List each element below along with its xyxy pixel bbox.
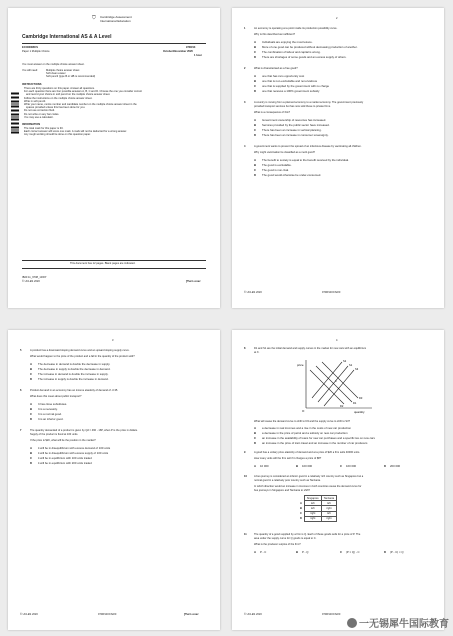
page-number: 4 [336,339,338,342]
table-header: Tanzania [321,496,336,501]
option-letter: B [254,45,257,49]
question-number: 4 [244,145,246,148]
option-letter: D [254,133,257,137]
option-letter: A [254,426,257,430]
curve-label-s2: S2 [343,360,347,363]
question-number: 5 [20,349,22,352]
question-text: The quantity demanded of a product is given by Qd = 460 - 16P, when P is the price in dollars. [30,429,138,432]
question-number: 1 [244,27,246,30]
question-text: Product demand in an economy has an income elasticity of demand of -0.35. [30,389,119,392]
table-cell: left [321,501,336,506]
option-text: one that receives a 100% government subsidy [262,89,320,93]
option-letter: B [254,123,257,127]
option-text: it will be in equilibrium with 100 units traded [38,456,92,460]
question-text: A country is moving from a planned economy to a market economy. The government previously [254,101,364,104]
barcode [11,92,19,134]
instruction-item: You may use a calculator. [24,115,54,119]
supply-curve-s1 [318,366,348,402]
option-text: The increase in demand is double the increase in supply. [38,372,109,376]
question-text: How many units will the firm sell if it charges a price of $8? [254,457,322,460]
question-number: 11 [244,533,247,536]
option-letter: B [30,451,33,455]
option-text: one that has zero opportunity cost [262,74,305,78]
option-letter: C [254,128,257,132]
question-number: 3 [244,101,246,104]
option-letter: A [254,74,257,78]
option-text: an increase in the price of train travel and an increase in the number of car producers [262,441,368,445]
duration: 1 hour [194,54,202,57]
footer-code: IB20 11_9708_13/FP [22,276,47,279]
question-text: If the price is $20, what will be the position in the market? [30,439,96,442]
option-text: There has been an increase in consumer sovereignty. [262,133,329,137]
option-letter: C [254,436,257,440]
option-text: 100 000 [302,464,313,468]
paper-code: 9708/13 [186,46,196,49]
option-letter: C [254,84,257,88]
question-text: A good has a unitary price elasticity of demand and at a price of $20 a firm sells 40000 units. [254,451,360,454]
footer-copyright: © UCLES 2020 [22,280,40,283]
option-letter: D [254,55,257,59]
need-item: Soft pencil (type B or HB is recommended) [46,75,96,78]
option-letter: B [254,431,257,435]
table-cell: left [304,501,321,506]
question-text: An economy is operating at a point inside its production possibility curve. [254,27,338,30]
watermark-text: 一无锡犀牛国际教育 [359,619,449,630]
option-letter: D [30,417,33,421]
question-number: 2 [244,67,246,70]
subject: ECONOMICS [22,46,38,49]
demand-curve-d3 [322,362,358,398]
table-cell: A [300,501,302,505]
information-item: The total mark for this paper is 30. [24,127,64,130]
page-2 [232,8,444,308]
option-text: It is a normal good. [38,412,62,416]
watermark [347,615,449,630]
question-number: 8 [244,347,246,350]
option-letter: A [254,118,257,122]
option-letter: C [30,372,33,376]
option-letter: B [296,464,299,468]
question-text: A product has a downward sloping demand curve and an upward sloping supply curve. [30,349,130,352]
option-text: a decrease in the price of petrol and a subsidy on new car production [262,431,348,435]
table-cell: C [300,512,302,516]
question-text: What would happen to the price of the product and a fall in the quantity of the product sold? [30,355,135,358]
option-text: 160 000 [346,464,357,468]
information-item: Any rough working should be done on this question paper. [24,133,91,137]
instruction-item: Do not write on any bar codes. [24,112,60,116]
option-letter: C [340,550,343,554]
curve-label-s1: S1 [349,364,353,367]
answer-on: You must answer on the multiple choice answer sheet. [22,63,85,66]
need-item: Soft clean eraser [46,72,66,75]
option-letter: A [254,464,257,468]
option-text: The combination of labour and capital is wrong. [262,50,321,54]
option-letter: D [384,550,387,554]
answer-table [298,495,337,522]
wechat-icon [347,618,357,628]
option-text: 200 000 [390,464,401,468]
information-title: INFORMATION [22,123,41,126]
option-text: The good is non-rival. [262,168,289,172]
option-letter: B [30,407,33,411]
question-text: area under the supply curve for Q goods is equal to C. [254,536,317,540]
need-item: Multiple choice answer sheet [46,69,80,72]
option-letter: D [254,89,257,93]
option-letter: D [254,173,257,177]
option-letter: B [254,163,257,167]
table-cell: right [321,506,336,511]
table-cell: D [300,517,302,521]
cover-page [8,8,220,308]
axis-label-quantity: quantity [354,410,365,414]
page-4 [232,330,444,630]
question-text: What is the producer surplus of the firm? [254,543,301,546]
question-text: bus journeys in Singapore and Tanzania to shift? [254,488,310,492]
question-text: A government wants to prevent the spread of an infectious disease by vaccinating all children. [254,145,362,148]
instructions-title: INSTRUCTIONS [22,83,42,86]
question-text: provided transport services but has now sold these to private firms. [254,104,331,108]
option-letter: D [30,377,33,381]
option-letter: A [30,402,33,406]
question-text: normal good in a relatively poor country such as Tanzania. [254,478,321,482]
logo-line-1: Cambridge Assessment [100,15,132,19]
option-letter: D [254,441,257,445]
axis-label-price: price [297,363,304,367]
curve-label-s3: S3 [355,368,359,371]
question-text: at X. [254,350,260,354]
option-letter: A [254,40,257,44]
question-number: 9 [244,451,246,454]
equilibrium-label: X [335,380,337,383]
option-text: one that is supplied by the government with no charge [262,84,330,88]
instruction-item: Write in soft pencil. [24,99,46,103]
table-cell: left [304,506,321,511]
option-letter: D [30,461,33,465]
question-text: In which direction would an increase in incomes in both countries cause the demand curve for [254,485,362,488]
question-text: What will cause the demand curve to shift to D3 and the supply curve to shift to S3? [254,420,351,423]
option-letter: C [30,412,33,416]
table-cell: right [304,511,321,516]
instruction-item: There are thirty questions on this paper. Answer all questions. [24,87,95,90]
instruction-item: Do not use correction fluid. [24,109,55,113]
page-number: 3 [112,339,114,342]
footer-code: 9708/13/O/N/20 [322,613,341,616]
option-letter: B [30,367,33,371]
footer-copyright: © UCLES 2020 [20,613,38,616]
instruction-item: Follow the instructions on the multiple choice answer sheet. [24,96,93,100]
logo-line-2: International Education [100,19,131,23]
option-text: More of one good can be produced without decreasing production of another. [262,45,358,49]
option-text: a decrease in real incomes and a rise in the costs of new car production [262,426,351,430]
option-text: one that is non-excludable and non-rivalrous [262,79,318,83]
page-3 [8,330,220,630]
option-letter: C [30,456,33,460]
option-text: It is a necessity. [38,407,58,411]
page-title: Cambridge International AS & A Level [22,34,112,40]
option-letter: A [30,362,33,366]
option-text: 10 000 [260,464,269,468]
information-item: Each correct answer will score one mark. A mark will not be deducted for a wrong answer. [24,130,127,134]
option-text: Individuals are enjoying the most leisure. [262,40,313,44]
option-text: P - Q [302,550,309,554]
footer-copyright: © UCLES 2020 [244,613,262,616]
table-header: Singapore [304,496,321,501]
option-text: (P × Q) - C [346,550,360,554]
supply-curve-s3 [324,370,354,406]
option-text: The increase in supply is double the increase in demand. [38,377,109,381]
option-text: It has close substitutes. [38,402,68,406]
page-count-note: This document has 12 pages. Blank pages are indicated. [70,262,136,265]
question-text: What does this mean about public transport? [30,395,82,398]
instruction-item: and record your choice in soft pencil on the multiple choice answer sheet. [26,93,111,97]
option-text: The good would otherwise be under-consumed. [262,173,322,177]
question-number: 6 [20,389,22,392]
question-text: D1 and S1 are the initial demand and supply curves in the market for new cars with an equilibrium [254,347,367,350]
option-text: Services provided by the public sector have increased. [262,123,330,127]
table-cell: B [300,506,302,510]
question-number: 7 [20,429,22,432]
option-text: Government ownership of resources has increased. [262,118,327,122]
option-letter: B [254,79,257,83]
curve-label-d1: D1 [353,402,357,405]
demand-curve-d2 [310,370,344,404]
paper-name: Paper 1 Multiple Choice [22,50,50,53]
table-cell: right [304,516,321,521]
option-letter: A [254,550,257,554]
footer-copyright: © UCLES 2020 [244,291,262,294]
footer-code: 9708/13/O/N/20 [322,291,341,294]
option-letter: D [384,464,387,468]
supply-demand-graph [296,358,376,416]
question-number: 10 [244,475,247,478]
question-text: Why might vaccination be classified as a merit good? [254,151,315,154]
option-text: There are shortages of some goods and an excess supply of others. [262,55,347,59]
question-text: A bus journey is considered an inferior good in a relatively rich country such as Singapore but a [254,475,364,478]
option-letter: C [254,168,257,172]
option-text: it will be in equilibrium with 200 units traded [38,461,92,465]
option-letter: A [30,446,33,450]
option-letter: B [296,550,299,554]
option-text: The benefit to society is equal to the benefit received by the individual. [262,158,349,162]
option-text: The good is excludable. [262,163,292,167]
question-text: The quantity of a good supplied by a firm is Q. Each of these goods sells for a price of P. The [254,533,361,536]
curve-label-d2: D2 [340,405,344,408]
question-text: Why is this described as inefficient? [254,33,296,36]
option-text: (P - C) × Q [390,550,404,554]
need-label: You will need: [22,69,38,72]
option-text: P - C [260,550,267,554]
option-text: The decrease in demand is double the decrease in supply. [38,362,111,366]
turn-over: [Turn over [184,612,199,616]
table-row [298,516,337,521]
instruction-item: For each question there are four possible answers A, B, C and D. Choose the one you consider correct [24,90,142,94]
question-text: Supply of the product is fixed at 100 units. [30,432,79,436]
option-text: it will be in disequilibrium with excess supply of 100 units [38,451,109,455]
option-letter: C [254,50,257,54]
option-text: There has been an increase in vertical planning. [262,128,322,132]
option-text: it will be in disequilibrium with excess demand of 100 units [38,446,111,450]
curve-label-d3: D3 [359,397,363,400]
question-text: What is a consequence of this? [254,111,291,114]
footer-code: 9708/13/O/N/20 [98,613,117,616]
instruction-item: spaces provided unless this has been done for you. [26,106,86,110]
option-text: The decrease in supply is double the decrease in demand. [38,367,111,371]
table-cell: right [321,516,336,521]
table-cell: left [321,511,336,516]
question-text: What is characterised as a free good? [254,67,298,70]
option-text: It is an inferior good. [38,417,64,421]
option-letter: A [254,158,257,162]
option-letter: C [340,464,343,468]
page-number: 2 [336,17,338,20]
instruction-item: Write your name, centre number and candidate number on the multiple choice answer sheet in the [24,103,137,106]
session: October/November 2020 [163,50,193,53]
crest-icon: ⛉ [92,15,96,21]
origin-label: O [302,409,305,413]
turn-over: [Turn over [186,279,201,283]
option-text: an increase in the availability of loans for new car purchases and a specific tax on new cars [262,436,375,440]
